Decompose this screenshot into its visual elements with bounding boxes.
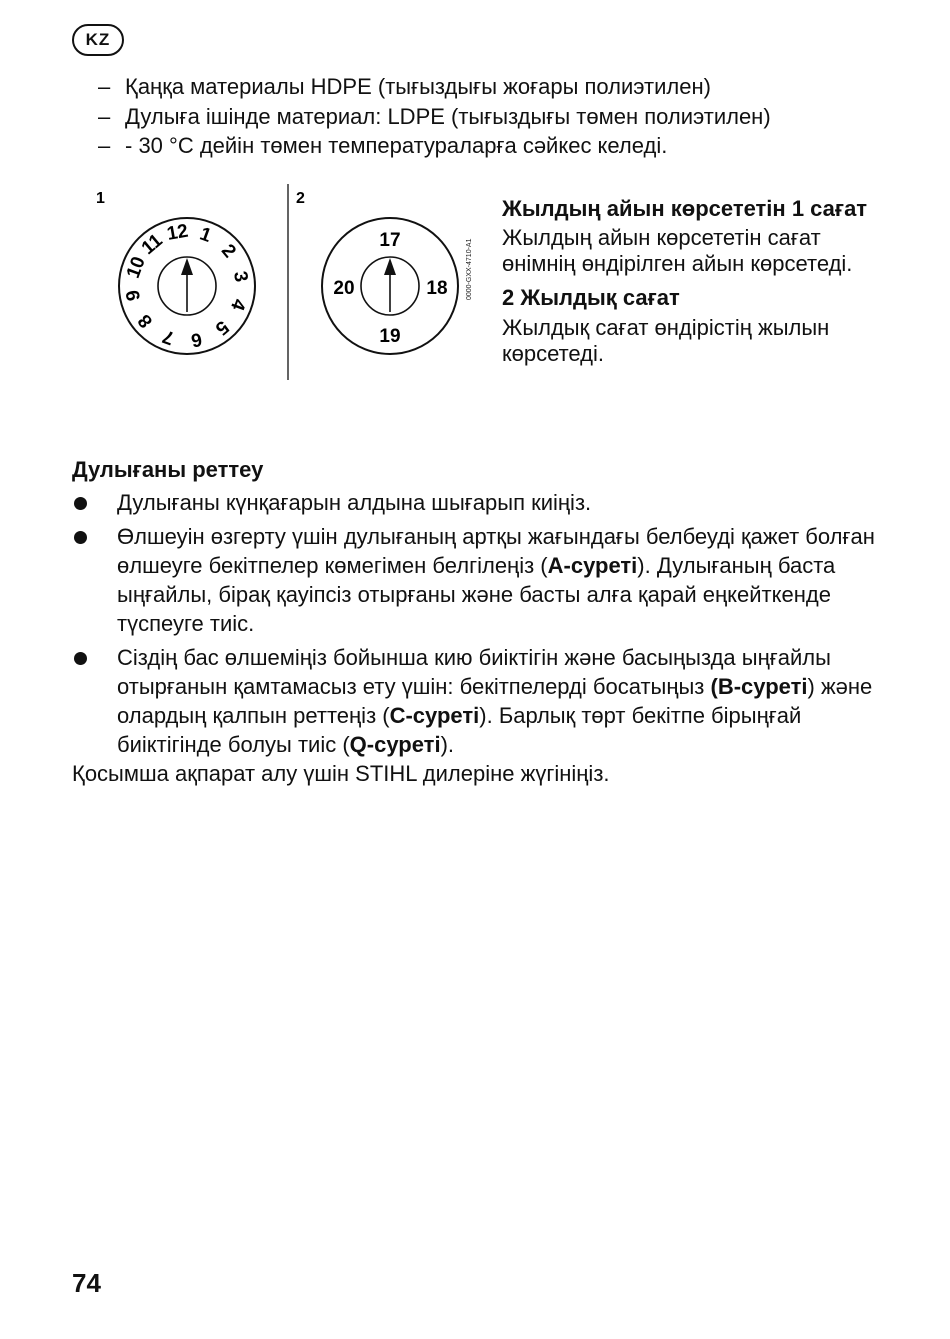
month-number: 7 <box>159 325 178 349</box>
figure-ref: (В-суреті <box>710 674 808 699</box>
figure-ref: Q-суреті <box>349 732 441 757</box>
page-number: 74 <box>72 1268 101 1298</box>
month-number: 9 <box>122 288 146 303</box>
month-clock <box>119 218 255 354</box>
figure-code: 0000-GXX-4710-A1 <box>466 238 473 300</box>
language-badge: KZ <box>72 24 124 56</box>
year-clock-text: Жылдық сағат өндірістің жылын көрсетеді. <box>502 315 830 366</box>
dealer-note: Қосымша ақпарат алу үшін STIHL дилеріне жүгініңіз. <box>72 761 610 786</box>
clock-illustration <box>90 180 490 385</box>
month-number: 4 <box>226 295 250 314</box>
year-clock-heading: 2 Жылдық сағат <box>502 285 680 310</box>
month-number: 11 <box>137 230 167 260</box>
month-number: 3 <box>228 269 252 284</box>
list-item: – Қаңқа материалы HDPE (тығыздығы жоғары полиэтилен) <box>98 74 711 99</box>
list-item: Өлшеуін өзгерту үшін дулығаның артқы жағындағы белбеуді қажет болған өлшеуге бекітпелер көмегімен белгілеңіз (А-суреті). Дулығаның баста ыңғайлы, бірақ қауіпсіз отырғаны және басты алға қарай еңкейткенде түспеуге тиіс. <box>72 522 882 638</box>
month-number: 2 <box>216 240 240 263</box>
clock-description <box>502 196 882 367</box>
bullet-icon <box>74 652 87 665</box>
month-number: 5 <box>210 315 233 339</box>
arrow-icon <box>384 258 396 275</box>
month-number: 1 <box>196 223 215 247</box>
instruction-list <box>72 488 882 759</box>
bullet-icon <box>74 497 87 510</box>
list-item: – Дулыға ішінде материал: LDPE (тығыздығы төмен полиэтилен) <box>98 103 771 129</box>
month-clock-text: Жылдың айын көрсететін сағат өнімнің өндірілген айын көрсетеді. <box>502 225 853 276</box>
helmet-adjustment-section <box>72 456 882 788</box>
figure-ref: С-суреті <box>389 703 480 728</box>
figure-ref: А-суреті <box>547 553 638 578</box>
year-number-right: 18 <box>426 278 448 299</box>
month-clock-heading: Жылдың айын көрсететін 1 сағат <box>502 196 868 221</box>
month-number: 10 <box>122 253 150 282</box>
section-title: Дулығаны реттеу <box>72 457 264 482</box>
panel-1-label: 1 <box>96 190 105 207</box>
year-number-left: 20 <box>333 278 355 299</box>
arrow-icon <box>181 258 193 275</box>
panel-2-label: 2 <box>296 190 305 207</box>
date-clock-figure <box>90 180 490 385</box>
bullet-icon <box>74 531 87 544</box>
month-number: 6 <box>189 327 204 351</box>
year-clock <box>322 218 458 354</box>
list-item: Дулығаны күнқағарын алдына шығарып киіңіз. <box>72 488 882 517</box>
year-number-top: 17 <box>379 230 401 251</box>
list-item: Сіздің бас өлшеміңіз бойынша кию биіктігін және басыңызда ыңғайлы отырғанын қамтамасыз ету үшін: бекітпелерді босатыңыз (В-суреті) және олардың қалпын реттеңіз (С-суреті). Барлық төрт бекітпе бірыңғай биіктігінде болуы тиіс (Q-суреті). <box>72 643 882 759</box>
month-number: 12 <box>165 220 190 245</box>
year-number-bottom: 19 <box>379 326 401 347</box>
materials-list <box>98 72 898 161</box>
list-item: – - 30 °C дейін төмен температураларға сәйкес келеді. <box>98 133 668 158</box>
month-number: 8 <box>134 309 158 332</box>
